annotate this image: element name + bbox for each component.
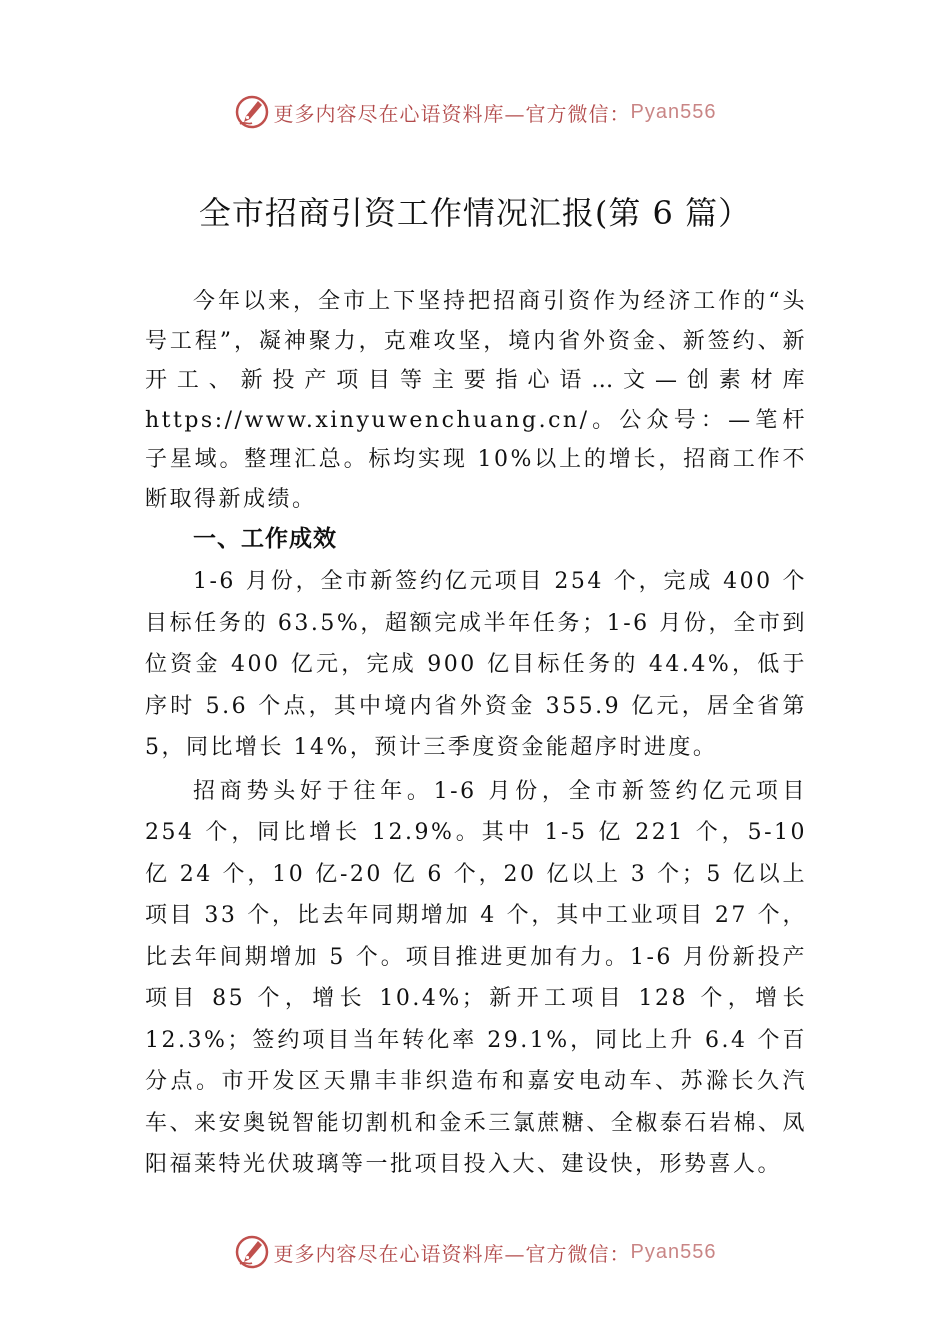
document-body — [145, 282, 807, 1186]
watermark-text: 更多内容尽在心语资料库—官方微信： — [273, 101, 631, 126]
momentum-paragraph: 招商势头好于往年。1-6 月份，全市新签约亿元项目 254 个，同比增长 12.9%。其中 1-5 亿 221 个，5-10 亿 24 个，10 亿-20 亿 6 个，20 亿以上 3 个；5 亿以上项目 33 个，比去年同期增加 4 个，其中工业项目 27 个，比去年间期增加 5 个。项目推进更加有力。1-6 月份新投产项目 85 个，增长 10.4%；新开工项目 128 个，增长 12.3%；签约项目当年转化率 29.1%，同比上升 6.4 个百分点。市开发区天鼎丰非织造布和嘉安电动车、苏滁长久汽车、来安奥锐智能切割机和金禾三氯蔗糖、全椒泰石岩棉、凤阳福莱特光伏玻璃等一批项目投入大、建设快，形势喜人。 — [145, 778, 807, 1177]
results-paragraph: 1-6 月份，全市新签约亿元项目 254 个，完成 400 个目标任务的 63.5%，超额完成半年任务；1-6 月份，全市到位资金 400 亿元，完成 900 亿目标任务的 44.4%，低于序时 5.6 个点，其中境内省外资金 355.9 亿元，居全省第 5，同比增长 14%，预计三季度资金能超序时进度。 — [145, 569, 807, 760]
document-title: 全市招商引资工作情况汇报(第 6 篇） — [198, 194, 752, 232]
intro-paragraph: 今年以来，全市上下坚持把招商引资作为经济工作的“头号工程”，凝神聚力，克难攻坚，境内省外资金、新签约、新开工、新投产项目等主要指心语…文—创素材库 https://www.xinyuwenchuang.cn/。公众号：—笔杆子星域。整理汇总。标均实现 10%以上的增长，招商工作不断取得新成绩。 — [145, 289, 807, 512]
footer-watermark — [0, 1234, 950, 1270]
watermark-wechat-id: Pyan556 — [630, 1240, 717, 1263]
watermark-text: 更多内容尽在心语资料库—官方微信： — [273, 1241, 631, 1266]
pen-nib-logo-icon — [234, 94, 270, 130]
watermark-wechat-id: Pyan556 — [630, 100, 717, 123]
header-watermark — [0, 94, 950, 130]
section-heading: 一、工作成效 — [193, 526, 337, 552]
pen-nib-logo-icon — [234, 1234, 270, 1270]
